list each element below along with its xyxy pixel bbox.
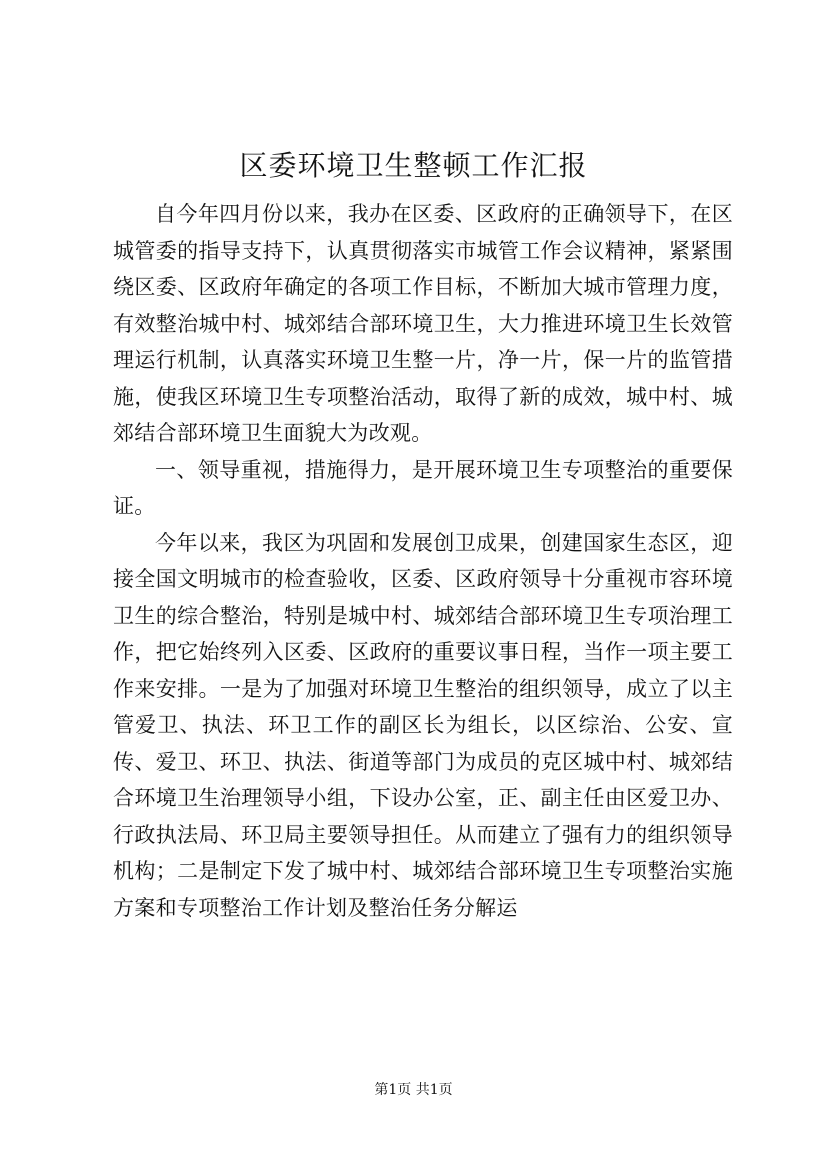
document-body	[113, 196, 733, 926]
document-title: 区委环境卫生整顿工作汇报	[239, 149, 588, 182]
paragraph-details: 今年以来，我区为巩固和发展创卫成果，创建国家生态区，迎接全国文明城市的检查验收，区委、区政府领导十分重视市容环境卫生的综合整治，特别是城中村、城郊结合部环境卫生专项治理工作，把它始终列入区委、区政府的重要议事日程，当作一项主要工作来安排。一是为了加强对环境卫生整治的组织领导，成立了以主管爱卫、执法、环卫工作的副区长为组长，以区综治、公安、宣传、爱卫、环卫、执法、街道等部门为成员的克区城中村、城郊结合环境卫生治理领导小组，下设办公室，正、副主任由区爱卫办、行政执法局、环卫局主要领导担任。从而建立了强有力的组织领导机构；二是制定下发了城中村、城郊结合部环境卫生专项整治实施方案和专项整治工作计划及整治任务分解运	[113, 530, 733, 920]
paragraph-section-heading: 一、领导重视，措施得力，是开展环境卫生专项整治的重要保证。	[113, 457, 733, 518]
page-number-footer: 第1页 共1页	[374, 1082, 453, 1098]
paragraph-intro: 自今年四月份以来，我办在区委、区政府的正确领导下，在区城管委的指导支持下，认真贯彻落实市城管工作会议精神，紧紧围绕区委、区政府年确定的各项工作目标，不断加大城市管理力度，有效整治城中村、城郊结合部环境卫生，大力推进环境卫生长效管理运行机制，认真落实环境卫生整一片，净一片，保一片的监管措施，使我区环境卫生专项整治活动，取得了新的成效，城中村、城郊结合部环境卫生面貌大为改观。	[113, 202, 733, 445]
